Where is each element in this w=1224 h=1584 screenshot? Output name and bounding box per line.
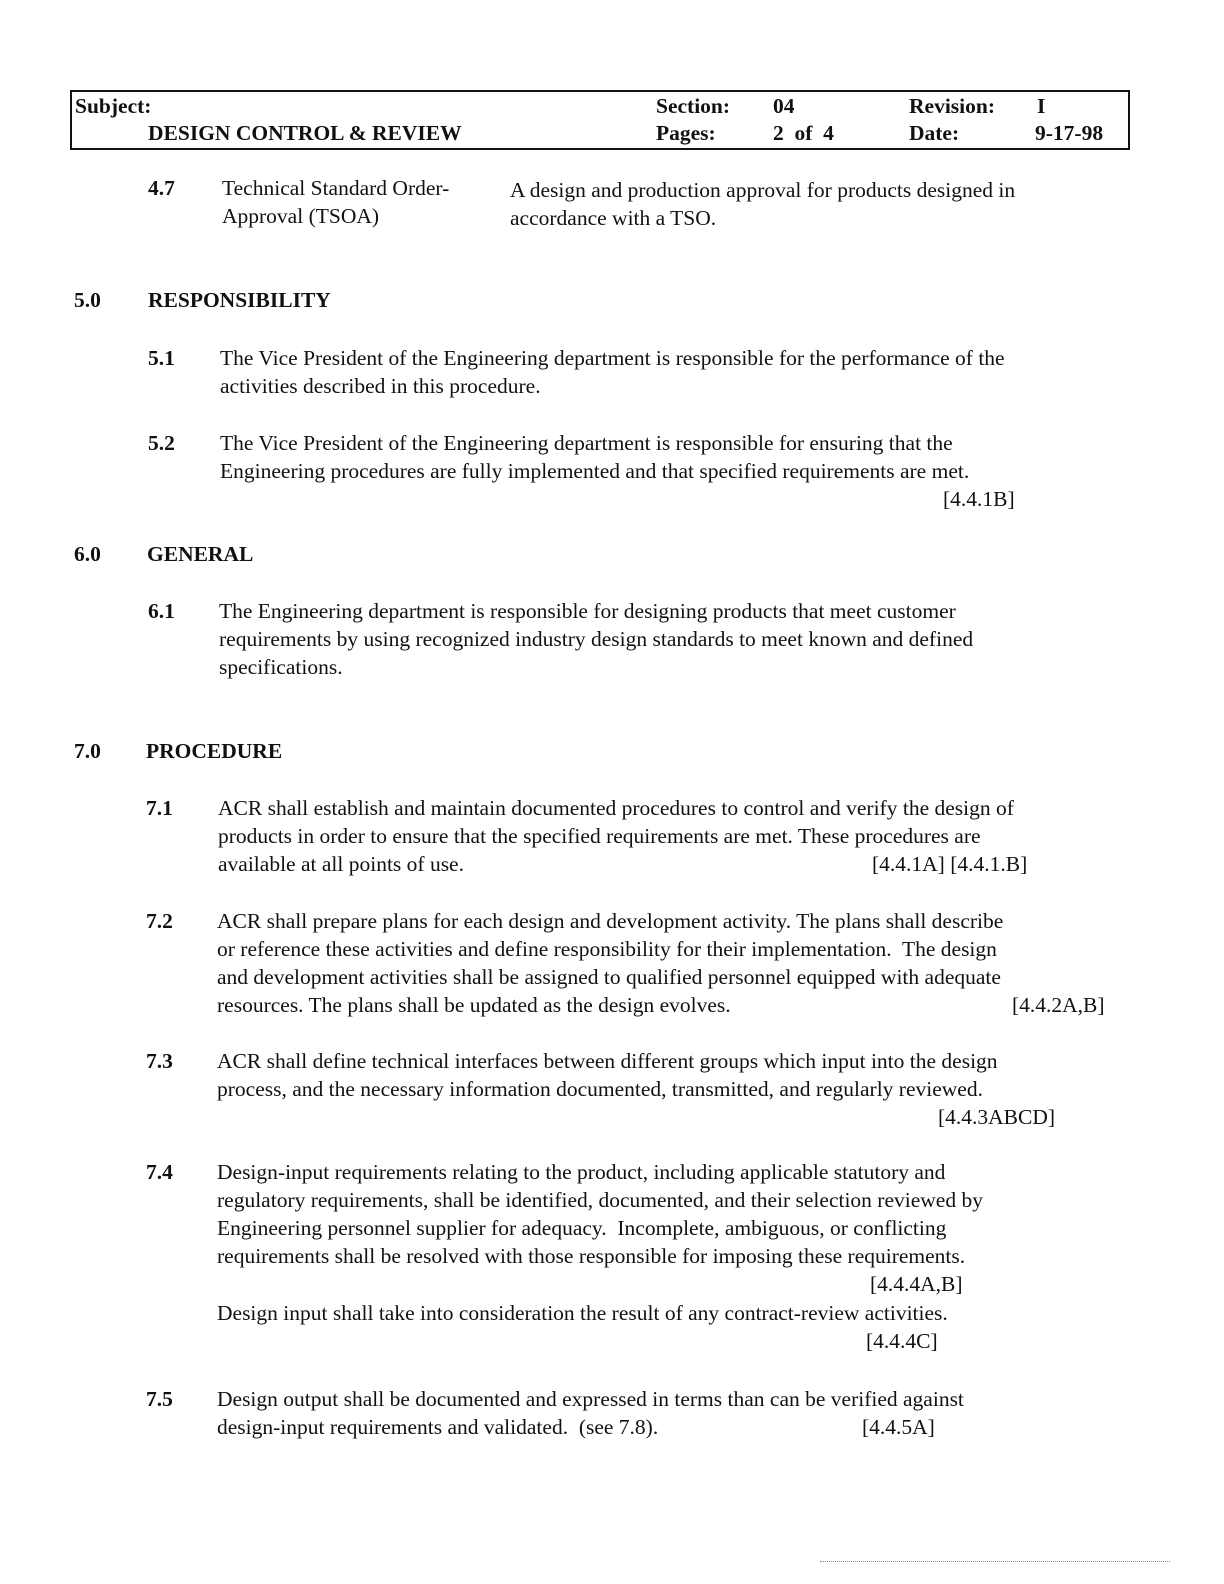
item-number: 5.1 (148, 346, 175, 370)
paragraph-line: Design-input requirements relating to the product, including applicable statutory and (217, 1160, 946, 1184)
section-title: PROCEDURE (146, 739, 283, 763)
date-label: Date: (909, 121, 960, 145)
requirement-reference: [4.4.4C] (866, 1329, 938, 1353)
item-number: 7.5 (146, 1387, 173, 1411)
section-value: 04 (773, 94, 795, 118)
item-number: 4.7 (148, 176, 175, 200)
requirement-reference: [4.4.3ABCD] (938, 1105, 1056, 1129)
paragraph-line: activities described in this procedure. (220, 374, 541, 398)
requirement-reference: [4.4.4A,B] (870, 1272, 963, 1296)
definition-term-line: Approval (TSOA) (222, 204, 380, 228)
revision-label: Revision: (909, 94, 995, 118)
section-title: GENERAL (147, 542, 254, 566)
paragraph-line: The Engineering department is responsible for designing products that meet customer (219, 599, 956, 623)
item-number: 7.2 (146, 909, 173, 933)
requirement-reference: [4.4.1A] [4.4.1.B] (872, 852, 1028, 876)
paragraph-line: The Vice President of the Engineering department is responsible for the performance of the (220, 346, 1005, 370)
document-header (70, 90, 1130, 150)
paragraph-line: process, and the necessary information documented, transmitted, and regularly reviewed. (217, 1077, 983, 1101)
section-label: Section: (656, 94, 731, 118)
date-value: 9-17-98 (1035, 121, 1104, 145)
paragraph-line: Engineering personnel supplier for adequacy. Incomplete, ambiguous, or conflicting (217, 1216, 947, 1240)
section-number: 5.0 (74, 288, 101, 312)
paragraph-line: requirements shall be resolved with those responsible for imposing these requirements. (217, 1244, 966, 1268)
requirement-reference: [4.4.1B] (943, 487, 1015, 511)
paragraph-line: specifications. (219, 655, 343, 679)
revision-value: I (1037, 94, 1046, 118)
paragraph-line: ACR shall prepare plans for each design and development activity. The plans shall describe (217, 909, 1004, 933)
paragraph-line: The Vice President of the Engineering department is responsible for ensuring that the (220, 431, 953, 455)
paragraph-line: available at all points of use. (218, 852, 464, 876)
item-number: 6.1 (148, 599, 175, 623)
definition-text-line: A design and production approval for products designed in (510, 178, 1016, 202)
requirement-reference: [4.4.2A,B] (1012, 993, 1105, 1017)
item-number: 7.4 (146, 1160, 173, 1184)
paragraph-line: ACR shall establish and maintain documented procedures to control and verify the design of (218, 796, 1014, 820)
paragraph-line: Design output shall be documented and expressed in terms than can be verified against (217, 1387, 964, 1411)
pages-label: Pages: (656, 121, 716, 145)
paragraph-line: Design input shall take into consideration the result of any contract-review activities. (217, 1301, 948, 1325)
definition-text-line: accordance with a TSO. (510, 206, 717, 230)
paragraph-line: regulatory requirements, shall be identified, documented, and their selection reviewed by (217, 1188, 983, 1212)
item-number: 7.3 (146, 1049, 173, 1073)
definition-term-line: Technical Standard Order- (222, 176, 450, 200)
subject-value: DESIGN CONTROL & REVIEW (148, 121, 462, 145)
paragraph-line: ACR shall define technical interfaces between different groups which input into the design (217, 1049, 998, 1073)
section-number: 7.0 (74, 739, 101, 763)
paragraph-line: Engineering procedures are fully implemented and that specified requirements are met. (220, 459, 970, 483)
subject-label: Subject: (75, 94, 152, 118)
paragraph-line: design-input requirements and validated. (see 7.8). (217, 1415, 659, 1439)
paragraph-line: requirements by using recognized industry design standards to meet known and defined (219, 627, 974, 651)
requirement-reference: [4.4.5A] (862, 1415, 935, 1439)
section-title: RESPONSIBILITY (148, 288, 331, 312)
footer-rule (820, 1561, 1170, 1562)
pages-value: 2 of 4 (773, 121, 834, 145)
item-number: 5.2 (148, 431, 175, 455)
paragraph-line: products in order to ensure that the specified requirements are met. These procedures are (218, 824, 981, 848)
paragraph-line: or reference these activities and define responsibility for their implementation. The design (217, 937, 997, 961)
section-number: 6.0 (74, 542, 101, 566)
item-number: 7.1 (146, 796, 173, 820)
paragraph-line: resources. The plans shall be updated as the design evolves. (217, 993, 731, 1017)
paragraph-line: and development activities shall be assigned to qualified personnel equipped with adequate (217, 965, 1001, 989)
